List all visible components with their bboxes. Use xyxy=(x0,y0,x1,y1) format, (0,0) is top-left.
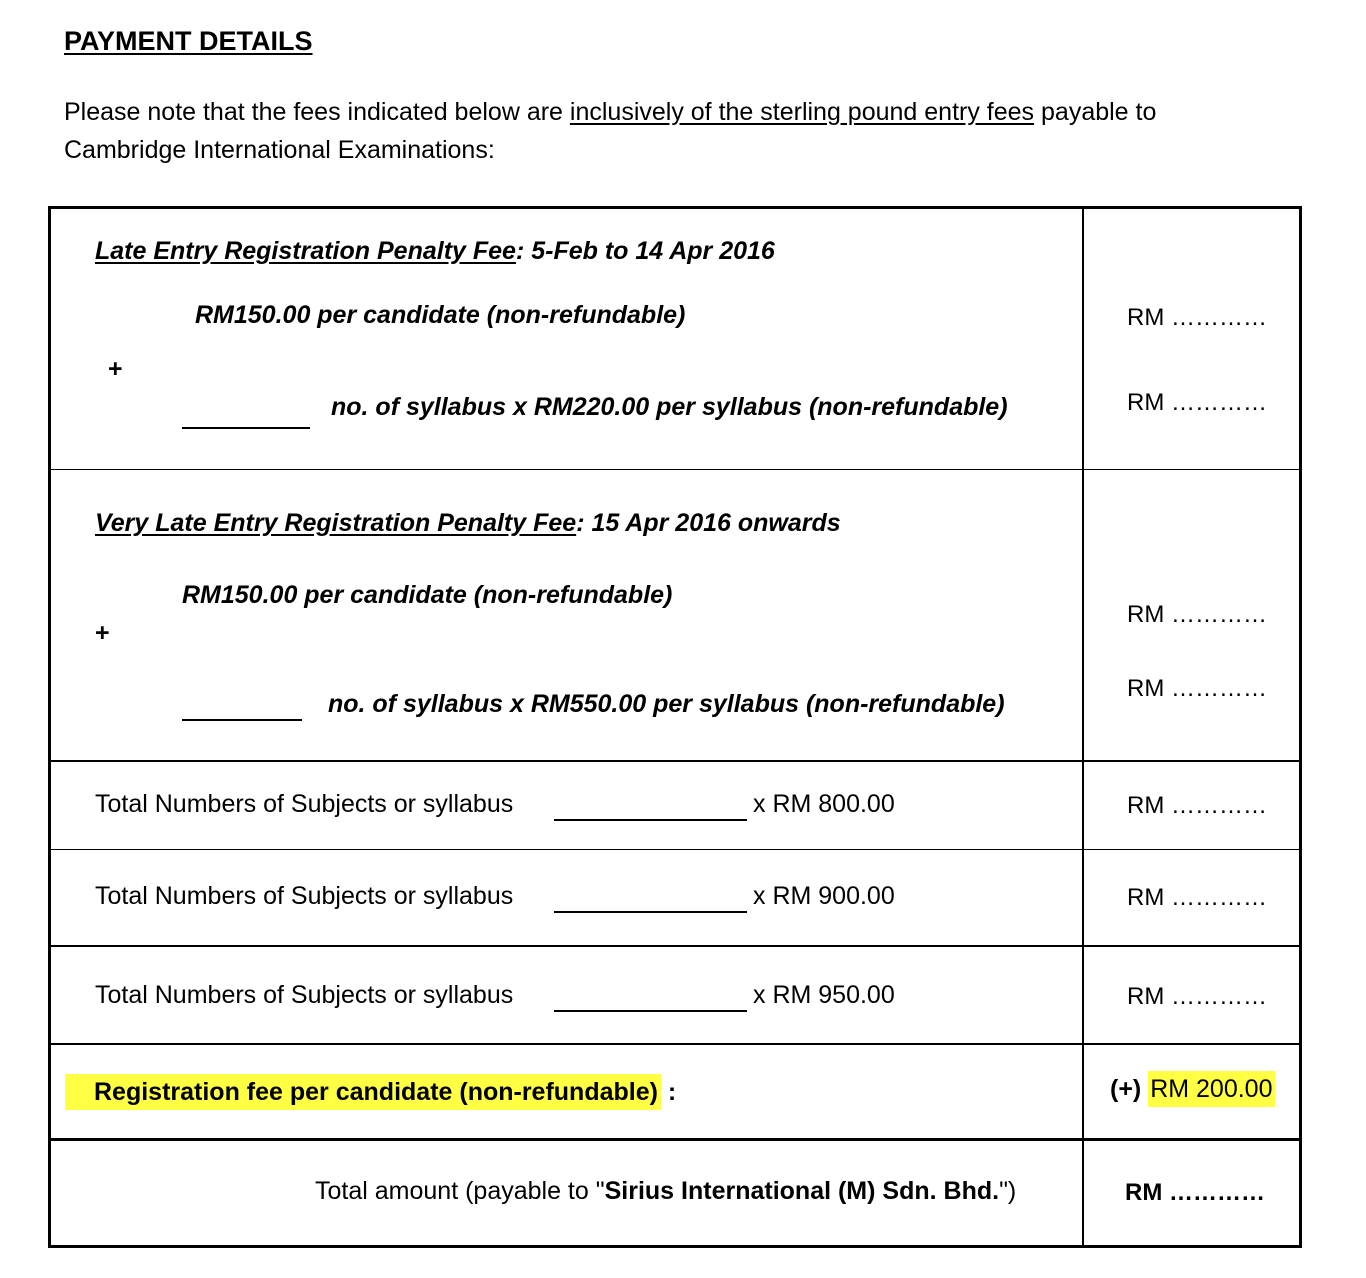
late-entry-title-dates: : 5-Feb to 14 Apr 2016 xyxy=(515,237,775,265)
late-entry-title xyxy=(95,237,775,266)
total-amount-value[interactable]: RM ………… xyxy=(1125,1179,1265,1206)
row-divider xyxy=(51,760,1299,762)
subject-row-2-count-blank[interactable] xyxy=(554,911,747,913)
late-entry-amount-1[interactable]: RM ………… xyxy=(1127,304,1267,331)
very-late-entry-amount-2[interactable]: RM ………… xyxy=(1127,675,1267,702)
intro-underlined-text: inclusively of the sterling pound entry fees xyxy=(569,98,1035,126)
very-late-entry-title-underlined: Very Late Entry Registration Penalty Fee xyxy=(95,509,577,537)
intro-text-tail: payable to xyxy=(1034,98,1157,126)
registration-fee-amount-cell xyxy=(1110,1075,1275,1104)
late-entry-candidate-fee: RM150.00 per candidate (non-refundable) xyxy=(195,301,686,329)
late-entry-syllabus-fee: no. of syllabus x RM220.00 per syllabus (non-refundable) xyxy=(331,393,1008,421)
subject-row-3-count-blank[interactable] xyxy=(554,1010,747,1012)
subject-row-1-label: Total Numbers of Subjects or syllabus xyxy=(95,790,514,818)
registration-fee-label: Registration fee per candidate (non-refundable) xyxy=(65,1074,661,1110)
intro-text: Please note that the fees indicated below are xyxy=(64,98,570,126)
intro-line-2: Cambridge International Examinations: xyxy=(64,136,495,164)
late-entry-amount-2[interactable]: RM ………… xyxy=(1127,389,1267,416)
row-divider xyxy=(51,1043,1299,1045)
subject-row-2-amount[interactable]: RM ………… xyxy=(1127,884,1267,911)
registration-fee-amount: RM 200.00 xyxy=(1148,1071,1274,1107)
registration-fee-row xyxy=(65,1072,676,1112)
payment-table xyxy=(48,206,1302,1248)
late-entry-plus: + xyxy=(108,355,123,383)
subject-row-1-rate: x RM 800.00 xyxy=(753,790,895,818)
very-late-entry-syllabus-fee: no. of syllabus x RM550.00 per syllabus (non-refundable) xyxy=(328,690,1005,718)
subject-row-3-amount[interactable]: RM ………… xyxy=(1127,983,1267,1010)
subject-row-3-rate: x RM 950.00 xyxy=(753,981,895,1009)
page-heading: PAYMENT DETAILS xyxy=(64,26,313,56)
very-late-entry-plus: + xyxy=(95,619,110,647)
column-divider xyxy=(1082,209,1084,1245)
total-payee-name: Sirius International (M) Sdn. Bhd. xyxy=(604,1177,1000,1205)
row-divider xyxy=(51,1138,1299,1141)
row-divider xyxy=(51,849,1299,850)
registration-fee-colon: : xyxy=(660,1078,677,1106)
very-late-entry-syllabus-count-blank[interactable] xyxy=(182,719,302,721)
intro-line-1 xyxy=(64,98,1156,127)
registration-fee-prefix: (+) xyxy=(1110,1075,1149,1103)
late-entry-title-underlined: Late Entry Registration Penalty Fee xyxy=(95,237,516,265)
subject-row-1-amount[interactable]: RM ………… xyxy=(1127,792,1267,819)
subject-row-3-label: Total Numbers of Subjects or syllabus xyxy=(95,981,514,1009)
total-label-start: Total amount (payable to " xyxy=(315,1177,605,1205)
very-late-entry-amount-1[interactable]: RM ………… xyxy=(1127,601,1267,628)
very-late-entry-title xyxy=(95,509,841,538)
very-late-entry-candidate-fee: RM150.00 per candidate (non-refundable) xyxy=(182,581,673,609)
total-amount-label xyxy=(315,1177,1016,1206)
subject-row-2-label: Total Numbers of Subjects or syllabus xyxy=(95,882,514,910)
very-late-entry-title-dates: : 15 Apr 2016 onwards xyxy=(576,509,841,537)
subject-row-1-count-blank[interactable] xyxy=(554,819,747,821)
row-divider xyxy=(51,945,1299,947)
late-entry-syllabus-count-blank[interactable] xyxy=(182,427,310,429)
total-label-end: ") xyxy=(999,1177,1017,1205)
subject-row-2-rate: x RM 900.00 xyxy=(753,882,895,910)
row-divider xyxy=(51,469,1299,470)
